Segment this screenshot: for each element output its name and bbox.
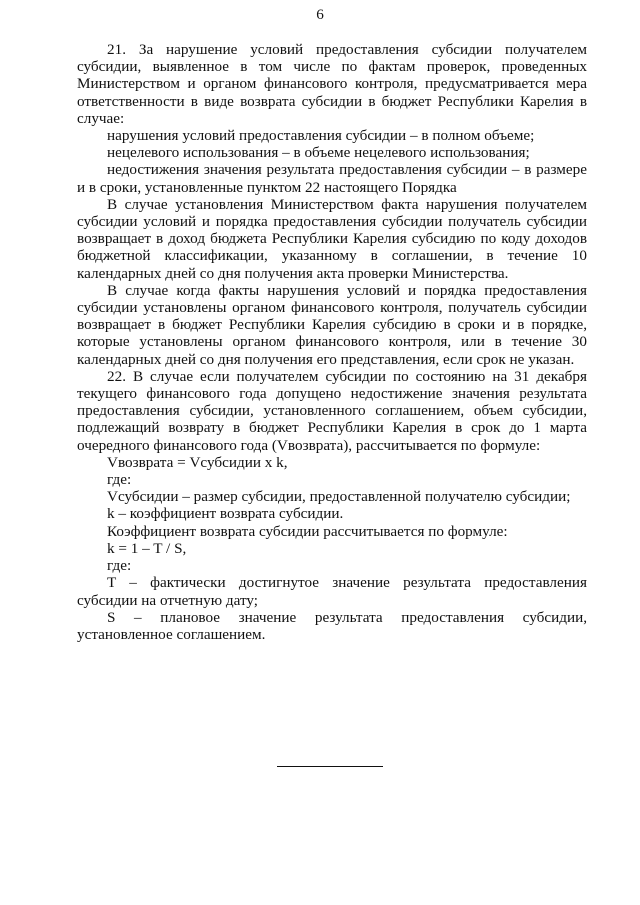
definition-t: T – фактически достигнутое значение результата предоставления субсидии на отчетную дату; xyxy=(77,574,587,609)
paragraph-ministry-return: В случае установления Министерством факта нарушения получателем субсидии условий и порядка предоставления субсидии получатель субсидии возвращает в доход бюджета Республики Карелия субсидию по коду доходов бюджетной классификации, указанному в соглашении, в течение 10 календарных дней со дня получения акта проверки Министерства. xyxy=(77,195,587,282)
definition-s: S – плановое значение результата предоставления субсидии, установленное соглашением. xyxy=(77,608,587,643)
end-separator-line xyxy=(277,766,383,767)
coefficient-intro: Коэффициент возврата субсидии рассчитывается по формуле: xyxy=(107,522,508,540)
formula-coefficient: k = 1 – T / S, xyxy=(107,539,187,557)
where-label-1: где: xyxy=(107,471,132,489)
paragraph-22: 22. В случае если получателем субсидии по состоянию на 31 декабря текущего финансового года допущено недостижение значения результата предоставления субсидии, установленного соглашением, объем субсидии, подлежащий возврату в бюджет Республики Карелия в срок до 1 марта очередного финансового года (Vвозврата), рассчитывается по формуле: xyxy=(77,367,587,454)
paragraph-21: 21. За нарушение условий предоставления субсидии получателем субсидии, выявленное в том числе по фактам проверок, проведенных Министерством и органом финансового контроля, предусматривается мера ответственности в виде возврата субсидии в бюджет Республики Карелия в случае: xyxy=(77,41,587,127)
list-item-misuse: нецелевого использования – в объеме нецелевого использования; xyxy=(107,144,530,162)
list-item-full-volume: нарушения условий предоставления субсидии – в полном объеме; xyxy=(107,127,535,145)
page-number: 6 xyxy=(316,6,324,23)
definition-k: k – коэффициент возврата субсидии. xyxy=(107,505,344,523)
formula-return-volume: Vвозврата = Vсубсидии x k, xyxy=(107,453,288,471)
where-label-2: где: xyxy=(107,557,132,575)
document-body xyxy=(77,41,587,643)
list-item-non-achievement: недостижения значения результата предоставления субсидии – в размере и в сроки, установленные пунктом 22 настоящего Порядка xyxy=(77,161,587,196)
definition-v-subsidy: Vсубсидии – размер субсидии, предоставленной получателю субсидии; xyxy=(107,488,571,506)
paragraph-control-body-return: В случае когда факты нарушения условий и порядка предоставления субсидии установлены органом финансового контроля, получатель субсидии возвращает в бюджет Республики Карелия субсидию в сроки и в порядке, которые установлены органом финансового контроля, или в течение 30 календарных дней со дня получения его представления, если срок не указан. xyxy=(77,281,587,368)
